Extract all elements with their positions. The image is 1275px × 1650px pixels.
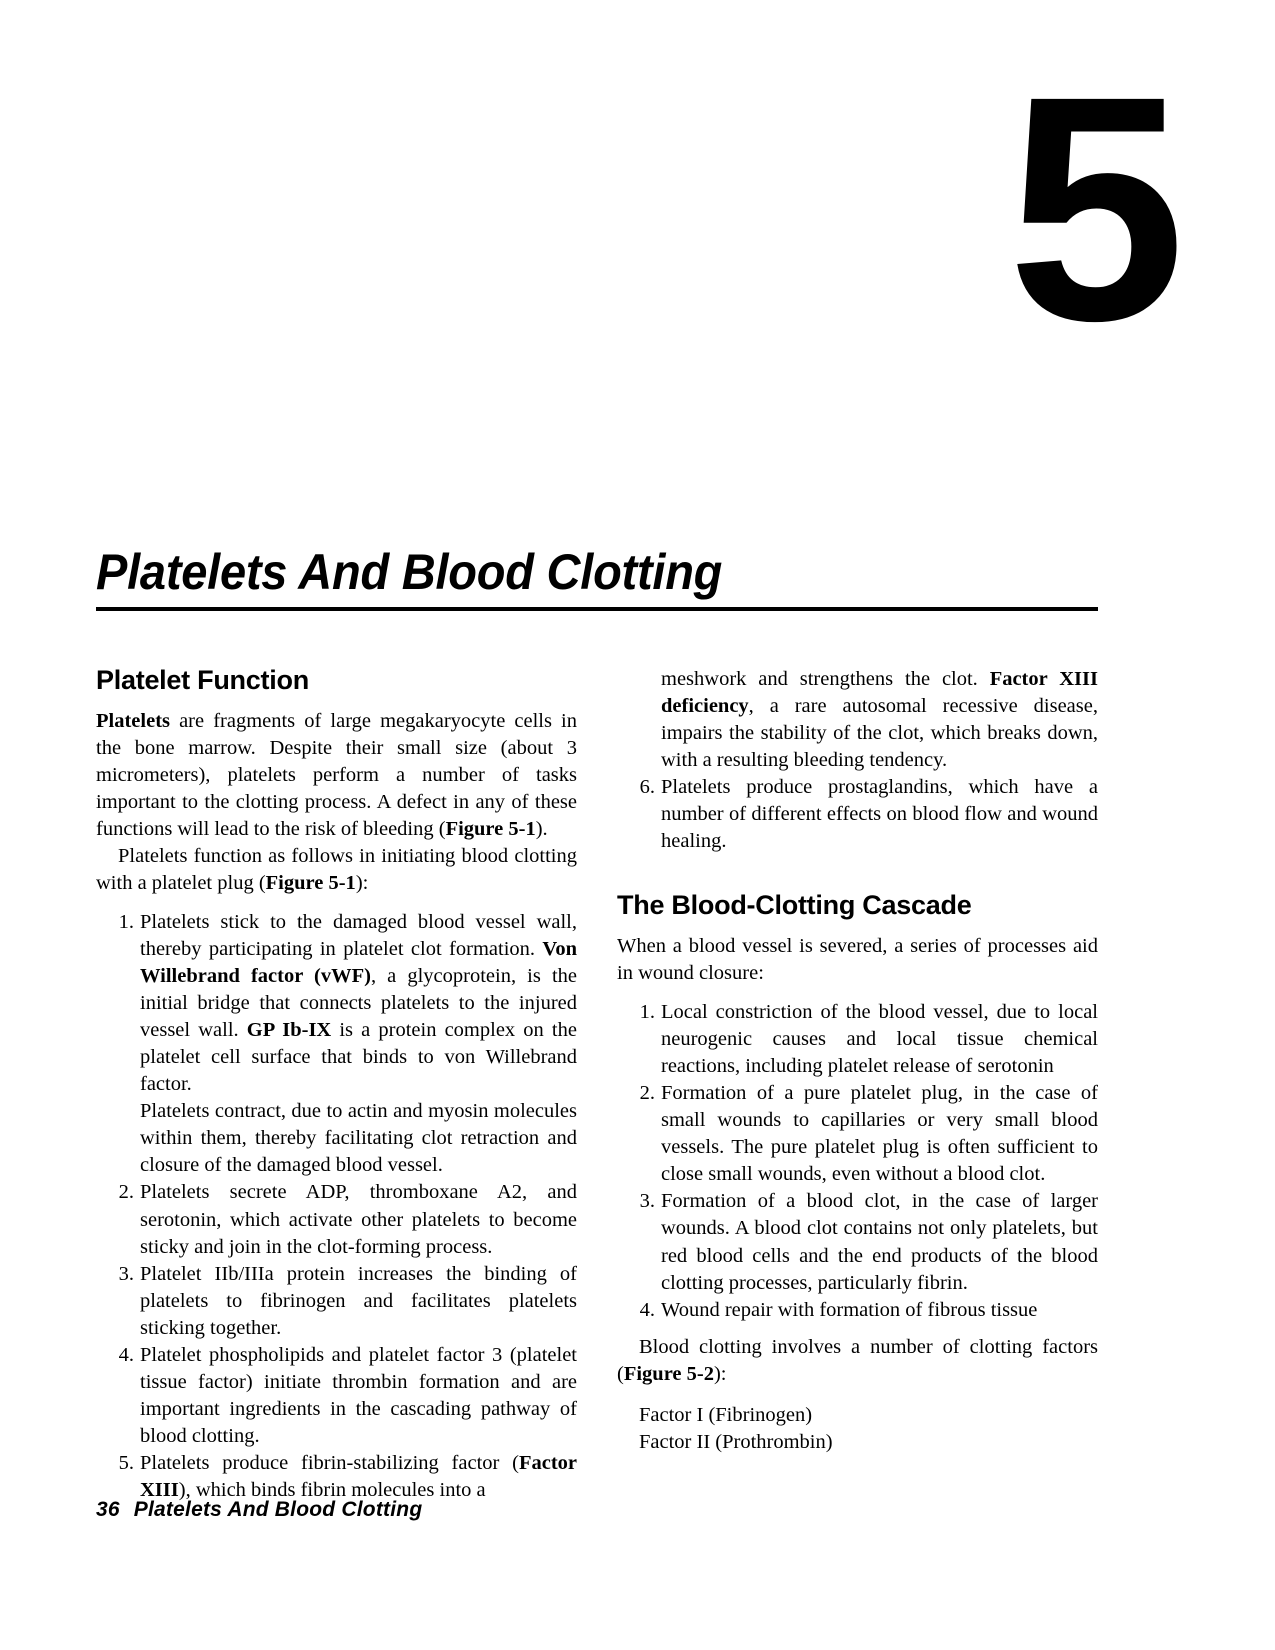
continued-list-item-5 (661, 666, 1098, 774)
term-gp-ib-ix: GP Ib-IX (246, 1019, 332, 1042)
platelet-function-list (96, 909, 577, 1504)
paragraph-text: are fragments of large megakaryocyte cells in the bone marrow. Despite their small size (about 3 micrometers), platelets perform a number of tasks important to the clotting process. A defect in any of these functions will lead to the risk of bleeding ( (96, 709, 577, 840)
clotting-factor-list (639, 1402, 1098, 1456)
list-item (96, 909, 577, 1179)
list-item (96, 1179, 577, 1260)
paragraph-text: Blood clotting involves a number of clotting factors ( (617, 1335, 1098, 1385)
page-title: Platelets And Blood Clotting (96, 544, 723, 600)
item-text-part: is a protein complex on the platelet cell surface that binds to von Willebrand factor. (140, 1019, 577, 1096)
paragraph-text-tail: ): (713, 1362, 727, 1385)
item-text-part: , a glycoprotein, is the initial bridge that connects platelets to the injured vessel wall. (140, 965, 577, 1042)
list-item-6 (617, 774, 1098, 855)
two-column-body (96, 666, 1098, 1504)
paragraph-text: Platelets function as follows in initiating blood clotting with a platelet plug ( (96, 844, 577, 894)
footer-running-title: Platelets And Blood Clotting (133, 1498, 423, 1521)
list-item (617, 1080, 1098, 1188)
term-von-willebrand-factor: Von Willebrand factor (vWF) (140, 938, 577, 988)
list-item-text: Platelet phospholipids and platelet factor 3 (platelet tissue factor) initiate thrombin formation and are important ingredients in the cascading pathway of blood clotting. (140, 1343, 577, 1447)
item-text-part: Platelets stick to the damaged blood vessel wall, thereby participating in platelet clot formation. (140, 911, 577, 961)
paragraph-text-tail: ): (355, 871, 369, 894)
list-item-text: Platelet IIb/IIIa protein increases the binding of platelets to fibrinogen and facilitates platelets sticking together. (140, 1262, 577, 1339)
list-item-text (140, 909, 577, 1098)
list-item-text (140, 1450, 577, 1504)
list-item (96, 1261, 577, 1342)
figure-reference: Figure 5-1 (265, 871, 356, 894)
list-item: Factor I (Fibrinogen) (639, 1403, 813, 1426)
figure-reference: Figure 5-2 (623, 1362, 714, 1385)
paragraph-platelets-intro (96, 708, 577, 843)
list-item-text: Platelets produce prostaglandins, which have a number of different effects on blood flow and wound healing. (661, 776, 1098, 853)
heading-platelet-function: Platelet Function (96, 665, 309, 695)
chapter-number: 5 (1007, 29, 1179, 387)
term-factor-xiii: Factor XIII (140, 1451, 577, 1501)
list-item-text: Formation of a blood clot, in the case of larger wounds. A blood clot contains not only platelets, but red blood cells and the end products of the blood clotting processes, particularly fibrin. (661, 1190, 1098, 1294)
paragraph-platelet-plug (96, 843, 577, 897)
item-text-part: meshwork and strengthens the clot. (661, 668, 990, 690)
list-item-text: Local constriction of the blood vessel, due to local neurogenic causes and local tissue chemical reactions, including platelet release of serotonin (661, 1001, 1098, 1078)
lead-in-bold: Platelets (96, 709, 170, 732)
item-text-part: , a rare autosomal recessive disease, impairs the stability of the clot, which breaks down, with a resulting bleeding tendency. (661, 695, 1098, 772)
item-text-part: Platelets produce fibrin-stabilizing factor ( (140, 1451, 519, 1474)
title-divider (96, 607, 1098, 611)
list-item (617, 999, 1098, 1080)
paragraph-clotting-factors (617, 1334, 1098, 1388)
right-column (617, 666, 1098, 1504)
list-item-subparagraph: Platelets contract, due to actin and myosin molecules within them, thereby facilitating clot retraction and closure of the damaged blood vessel. (140, 1100, 577, 1177)
list-item (96, 1342, 577, 1450)
page-footer (96, 1498, 422, 1522)
list-item-text: Wound repair with formation of fibrous tissue (661, 1298, 1038, 1321)
list-item-text: Formation of a pure platelet plug, in the case of small wounds to capillaries or very small blood vessels. The pure platelet plug is often sufficient to close small wounds, even without a blood clot. (661, 1082, 1098, 1186)
footer-page-number: 36 (96, 1498, 120, 1521)
list-marker: 6. (639, 776, 655, 799)
left-column (96, 666, 577, 1504)
list-item (617, 1188, 1098, 1296)
list-item (617, 1297, 1098, 1324)
item-text-part: ), which binds fibrin molecules into a (178, 1479, 486, 1501)
chapter-title-block (96, 545, 1098, 611)
list-item-text: Platelets secrete ADP, thromboxane A2, and serotonin, which activate other platelets to become sticky and join in the clot-forming process. (140, 1181, 577, 1258)
list-item (96, 1450, 577, 1504)
clotting-cascade-list (617, 999, 1098, 1324)
paragraph-text-tail: ). (535, 817, 548, 840)
paragraph-cascade-intro: When a blood vessel is severed, a series of processes aid in wound closure: (617, 935, 1098, 985)
term-factor-xiii-deficiency: Factor XIII deficiency (661, 668, 1098, 718)
list-item: Factor II (Prothrombin) (639, 1430, 833, 1453)
figure-reference: Figure 5-1 (445, 817, 536, 840)
heading-blood-clotting-cascade: The Blood-Clotting Cascade (617, 890, 972, 921)
